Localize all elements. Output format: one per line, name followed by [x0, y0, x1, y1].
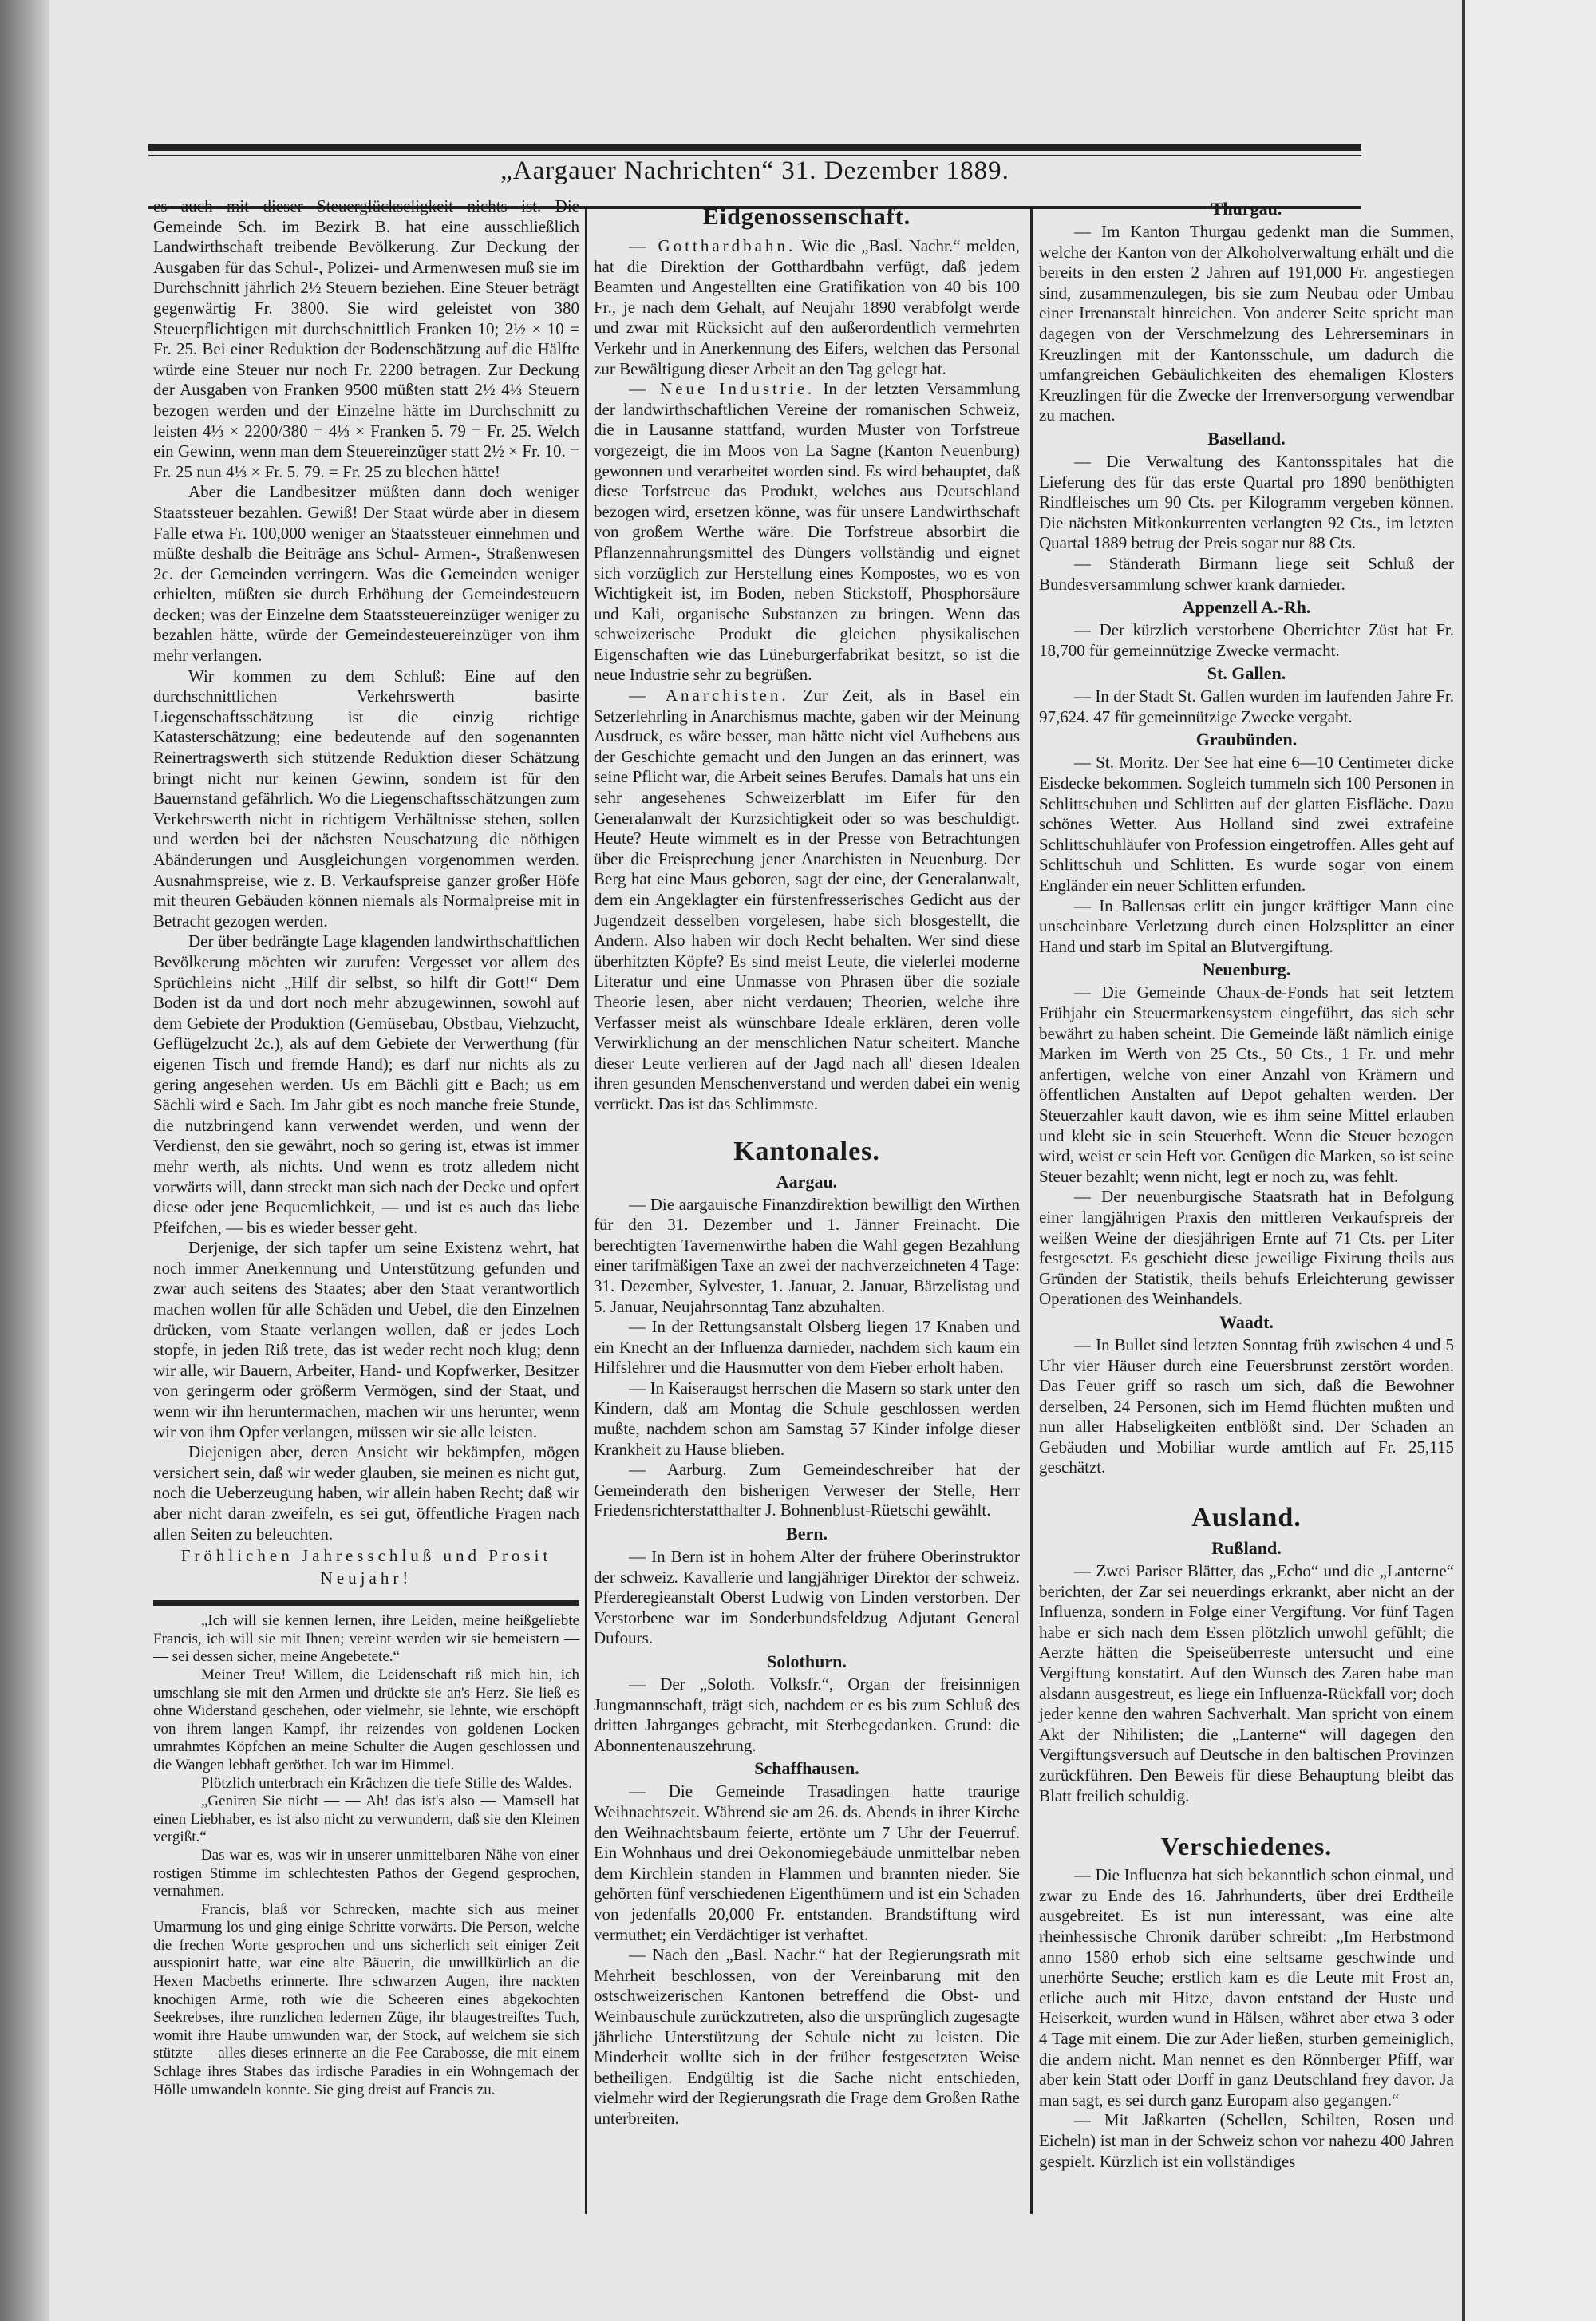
- article-paragraph: Der über bedrängte Lage klagenden landwirthschaftlichen Bevölkerung möchten wir zurufen: Vergesset vor allem des Sprüchleins nicht „Hilf dir selbst, so hilft dir Gott!“ Dem Boden ist da und dort noch mehr abzugewinnen, sowohl auf dem Gebiete der Produktion (Gemüsebau, Obstbau, Viehzucht, Geflügelzucht 2c.), als auf dem Gebiete der Verwerthung (für eigenen Tisch und fremde Hand); es darf nur nichts als zu gering angesehen werden. Us em Bächli gitt e Bach; us em Sächli wird e Sach. Im Jahr gibt es noch manche freie Stunde, die nutzbringend kann verwendet werden, und wenn der Verdienst, den sie gewährt, noch so gering ist, etwas ist immer mehr werth, als nichts. Und wenn es trotz alledem nicht vorwärts will, dann streckt man sich nach der Decke und opfert diese oder jene Bequemlichkeit, — und ist es auch das liebe Pfeifchen, — bis es wieder besser geht.: [153, 931, 579, 1237]
- news-item-lead: — Neue Industrie.: [629, 379, 816, 399]
- closing-greeting-2: Neujahr!: [320, 1568, 413, 1588]
- news-item: — In Ballensas erlitt ein junger kräftiger Mann eine unscheinbare Verletzung durch einen Holzsplitter an einer Hand und starb im Spital an Blutvergiftung.: [1039, 896, 1454, 956]
- news-item: — Zwei Pariser Blätter, das „Echo“ und die „Lanterne“ berichten, der Zar sei neuerdings erkrankt, aber nicht an der Influenza, sondern in Folge einer Vergiftung. Vor fünf Tagen habe er sich nach dem Essen plötzlich unwohl gefühlt; die Aerzte hätten die Speiseüberreste untersucht und eine Vergiftung konstatirt. Auf den Wunsch des Zaren habe man alsdann ausgestreut, es liege ein Influenza-Rückfall vor; doch jeder kenne den wahren Sachverhalt. Man spricht von einem Akt der Nihilisten; die „Lanterne“ will dagegen den Vergiftungsversuch auf Deutsche in den baltischen Provinzen zurückführen. Den Beweis für diese Behauptung bleibt das Blatt freilich schuldig.: [1039, 1561, 1454, 1805]
- news-item: [594, 686, 1020, 1114]
- feuilleton: [153, 1600, 579, 2099]
- news-item-text: Zur Zeit, als in Basel ein Setzerlehrling in Anarchismus machte, gaben wir der Meinung Ausdruck, es wäre besser, man hätte nicht viel Aufhebens aus der Geschichte gemacht und den Jungen an das erinnert, was seine Pflicht war, die Arbeit seines Berufes. Damals hat uns ein sehr angesehenes Schweizerblatt im Eifer für den Generalanwalt der Kurzsichtigkeit oder so was beschuldigt. Heute? Heute wimmelt es in der Presse von Betrachtungen über die Freisprechung jener Anarchisten in Neuenburg. Der Berg hat eine Maus geboren, sagt der eine, der Generalanwalt, dem ein Angeklagter ein fürstenfresserisches Gedicht aus der Jugendzeit desselben vorgelesen, habe sich blosgestellt, die Andern. Also haben wir doch Recht behalten. Wer sind diese überhitzten Köpfe? Es sind meist Leute, die vielerlei moderne Literatur und eine Unmasse von Phrasen über die soziale Theorie lesen, aber nicht verdauen; Theorien, welche ihre Verfasser meist als wünschbare Ideale erklären, deren volle Verwirklichung an der menschlichen Natur scheitert. Manche dieser Leute verlieren auf der Jagd nach all' diesen Idealen ihren gesunden Menschenverstand und werden dabei ein wenig verrückt. Das ist das Schlimmste.: [594, 686, 1020, 1113]
- news-item: [594, 236, 1020, 379]
- masthead-top-rule: [148, 144, 1361, 151]
- news-item: — In der Rettungsanstalt Olsberg liegen 17 Knaben und ein Knecht an der Influenza darnieder, nachdem sich kaum ein Hilfslehrer und die Hausmutter von dem Fieber erholt haben.: [594, 1317, 1020, 1378]
- feuilleton-paragraph: Meiner Treu! Willem, die Leidenschaft riß mich hin, ich umschlang sie mit den Armen und drückte sie an's Herz. Sie ließ es ohne Widerstand geschehen, oder vielmehr, sie lehnte, wie erschöpft von ihrem langen Kampf, ihr reizendes von goldenen Locken umrahmtes Köpfchen an meine Schulter die Augen geschlossen und die Wangen lebhaft geröthet. Ich war im Himmel.: [153, 1666, 579, 1773]
- subheading-russland: Rußland.: [1211, 1538, 1282, 1559]
- feuilleton-paragraph: Das war es, was wir in unserer unmittelbaren Nähe von einer rostigen Stimme im schlechtesten Pathos der Gegend gesprochen, vernahmen.: [153, 1846, 579, 1900]
- column-divider-2: [1030, 209, 1033, 2214]
- section-heading-eidgenossenschaft: Eidgenossenschaft.: [702, 204, 911, 230]
- section-heading-kantonales: Kantonales.: [733, 1136, 880, 1166]
- news-item: — Die Gemeinde Chaux-de-Fonds hat seit letztem Frühjahr ein Steuermarkensystem eingeführt, das sich sehr bewährt zu haben scheint. Die Gemeinde läßt nämlich einige Marken im Werth von 25 Cts., 50 Cts., 1 Fr. und mehr anfertigen, welche von einer Anzahl von Krämern und öffentlichen Anstalten auf Depot gehalten werden. Der Steuerzahler kauft davon, wie es ihm seine Mittel erlauben und klebt sie in sein Steuerheft. Wenn die Steuer bezogen wird, weist er sein Heft vor. Genügen die Marken, so ist seine Steuer bezahlt; wenn nicht, legt er noch zu, was fehlt.: [1039, 983, 1454, 1186]
- news-item: — Die aargauische Finanzdirektion bewilligt den Wirthen für den 31. Dezember und 1. Jänner Freinacht. Die berechtigten Tavernenwirthe haben die Wahl gegen Bezahlung einer tarifmäßigen Taxe an zwei der nachverzeichneten 4 Tage: 31. Dezember, Sylvester, 1. Januar, 2. Januar, Bärzelistag und 5. Januar, Neujahrsonntag Tanz abzuhalten.: [594, 1194, 1020, 1316]
- subheading-neuenburg: Neuenburg.: [1202, 959, 1291, 980]
- feuilleton-paragraph: „Ich will sie kennen lernen, ihre Leiden, meine heißgeliebte Francis, ich will sie mit Ihnen; vereint werden wir sie bemeistern — — sei dessen sicher, meine Angebetete.“: [153, 1612, 579, 1666]
- news-item: — Aarburg. Zum Gemeindeschreiber hat der Gemeinderath den bisherigen Verweser der Stelle, Herr Friedensrichterstatthalter J. Bohnenblust-Rüetschi gewählt.: [594, 1460, 1020, 1520]
- news-item-lead: — Anarchisten.: [629, 686, 789, 706]
- feuilleton-paragraph: Plötzlich unterbrach ein Krächzen die tiefe Stille des Waldes.: [201, 1774, 573, 1792]
- article-paragraph: Aber die Landbesitzer müßten dann doch weniger Staatssteuer bezahlen. Gewiß! Der Staat würde aber in diesem Falle etwa Fr. 100,000 weniger an Staatssteuer einnehmen und müßte deshalb die Beiträge ans Schul- Armen-, Straßenwesen 2c. der Gemeinden verringern. Was die Gemeinden weniger erhielten, müßten sie durch Erhöhung der Gemeindesteuern decken; was der Einzelne dem Staatssteuereinzüger weniger zu bezahlen hätte, würde der Gemeindesteuereinzüger von ihm mehr verlangen.: [153, 482, 579, 666]
- news-item: — Der neuenburgische Staatsrath hat in Befolgung einer langjährigen Praxis den mittleren Verkaufspreis der weißen Weine der diesjährigen Ernte auf 71 Cts. per Liter festgesetzt. Es geschieht diese jeweilige Fixirung theils aus Gründen der Statistik, theils behufs Erleichterung gewisser Operationen des Weinhandels.: [1039, 1187, 1454, 1309]
- article-paragraph: Diejenigen aber, deren Ansicht wir bekämpfen, mögen versichert sein, daß wir weder glauben, sie meinen es nicht gut, noch die Ueberzeugung haben, wir allein haben Recht; daß wir aber nicht daran zweifeln, es sei gut, öffentliche Fragen nach allen Seiten zu beleuchten.: [153, 1442, 579, 1544]
- subheading-graubünden: Graubünden.: [1195, 730, 1298, 750]
- news-item-text: In der letzten Versammlung der landwirthschaftlichen Vereine der romanischen Schweiz, die in Lausanne stattfand, wurden Muster von Torfstreue vorgezeigt, die im Moos von La Sagne (Kanton Neuenburg) gewonnen und verarbeitet worden sind. Es wird behauptet, daß diese Torfstreue das Produkt, welches aus Deutschland bezogen wird, ersetzen könne, was für unsere Landwirthschaft von großem Werthe wäre. Die Torfstreue absorbirt die Pflanzennahrungsmittel des Düngers vollständig und eignet sich vorzüglich zur Herstellung eines Kompostes, wo es von Wichtigkeit ist, im Boden, neben Stickstoff, Phosphorsäure und Kali, organische Substanzen zu bringen. Wenn das schweizerische Produkt die gleichen physikalischen Eigenschaften wie das Lüneburgerfabrikat besitzt, so ist die neue Industrie sehr zu begrüßen.: [594, 379, 1020, 685]
- section-heading-verschiedenes: Verschiedenes.: [1160, 1832, 1333, 1861]
- news-item: — Nach den „Basl. Nachr.“ hat der Regierungsrath mit Mehrheit beschlossen, von der Vereinbarung mit den ostschweizerischen Kantonen betreffend die Obst- und Weinbauschule zurückzutreten, also die ursprünglich zugesagte jährliche Unterstützung der Schule nicht zu leisten. Die Minderheit wollte sich in der früher festgesetzten Weise betheiligen. Endgültig ist die Sache nicht entschieden, vielmehr wird der Regierungsrath die Frage dem Großen Rathe unterbreiten.: [594, 1945, 1020, 2128]
- news-item: [594, 379, 1020, 686]
- news-item: — Der kürzlich verstorbene Oberrichter Züst hat Fr. 18,700 für gemeinnützige Zwecke vermacht.: [1039, 620, 1454, 660]
- news-item: — Die Gemeinde Trasadingen hatte traurige Weihnachtszeit. Während sie am 26. ds. Abends in ihrer Kirche den Weihnachtsbaum feierte, ertönte um 7 Uhr der Feuerruf. Ein Wohnhaus und drei Oekonomiegebäude unmittelbar neben dem Kirchlein standen in Flammen und brannten nieder. Sie gehörten fünf verschiedenen Eigenthümern und ist ein Schaden von jedenfalls 20,000 Fr. entstanden. Brandstiftung wird vermuthet; ein Verdächtiger ist verhaftet.: [594, 1781, 1020, 1944]
- subheading-bern: Bern.: [786, 1524, 828, 1544]
- column-2: [594, 196, 1020, 2129]
- news-item: — Die Influenza hat sich bekanntlich schon einmal, und zwar zu Ende des 16. Jahrhunderts, über drei Erdtheile ausgebreitet. Es ist nun interessant, was eine alte rheinhessische Chronik darüber schreibt: „Im Herbstmond anno 1580 erhob sich eine seltsame geschwinde und unerhörte Seuche; erstlich kam es die Leute mit Frost an, etliche auch mit Hitze, davon entstand der Huste und Heiserkeit, wurden wund in Hälsen, währet aber etwa 3 oder 4 Tage mit einem. Die zur Ader ließen, sturben gemeiniglich, die andern nicht. Man nennet es den Rönnberger Pfiff, war aber kein Statt oder Dorff in ganz Deutschland frey davor. Ja man sagt, es sei durch ganz Europam also gegangen.“: [1039, 1865, 1454, 2109]
- news-item: — In Kaiseraugst herrschen die Masern so stark unter den Kindern, daß am Montag die Schule geschlossen werden mußte, nachdem schon am Samstag 57 Kinder infolge dieser Krankheit zu Hause blieben.: [594, 1378, 1020, 1459]
- subheading-waadt: Waadt.: [1219, 1311, 1274, 1332]
- news-item-text: Wie die „Basl. Nachr.“ melden, hat die Direktion der Gotthardbahn verfügt, daß jedem Beamten und Angestellten eine Gratifikation von 40 bis 100 Fr., je nach dem Gehalt, auf Neujahr 1890 verabfolgt werde und zwar mit Rücksicht auf den außerordentlich vermehrten Verkehr und in Anerkennung des Eifers, welchen das Personal zur Bewältigung dieser Arbeit an den Tag gelegt hat.: [594, 236, 1020, 378]
- feuilleton-paragraph: „Geniren Sie nicht — — Ah! das ist's also — Mamsell hat einen Liebhaber, es ist also nicht zu verwundern, daß sie den Kleinen vergißt.“: [153, 1793, 579, 1846]
- subheading-solothurn: Solothurn.: [767, 1651, 847, 1671]
- article-paragraph: es auch mit dieser Steuerglückseligkeit nichts ist. Die Gemeinde Sch. im Bezirk B. hat eine ausschließlich Landwirthschaft treibende Bevölkerung. Zur Deckung der Ausgaben für das Schul-, Polizei- und Armenwesen muß sie im Durchschnitt jährlich 2½ Steuern beziehen. Eine Steuer beträgt gegenwärtig Fr. 3800. Sie wird geleistet von 380 Steuerpflichtigen mit durchschnittlich Franken 10; 2½ × 10 = Fr. 25. Bei einer Reduktion der Bodenschätzung auf die Hälfte würde eine Steuer nur noch Fr. 2200 betragen. Zur Deckung der Ausgaben von Franken 9500 müßten statt 2½ 4⅓ Steuern bezogen werden und der Einzelne hätte im Durchschnitt zu leisten 4⅓ × 2200/380 = 4⅓ × Franken 5. 79 = Fr. 25. Welch ein Gewinn, wenn man dem Steuereinzüger statt 2½ × Fr. 10. = Fr. 25 nun 4⅓ × Fr. 5. 79. = Fr. 25 zu blechen hätte!: [153, 196, 579, 481]
- column-3: [1039, 196, 1454, 2172]
- section-heading-ausland: Ausland.: [1191, 1503, 1302, 1533]
- news-item: — Die Verwaltung des Kantonsspitales hat die Lieferung des für das erste Quartal pro 1890 benöthigten Rindfleisches um 90 Cts. per Kilogramm vergeben können. Die nächsten Mitkonkurrenten verlangten 92 Cts., im letzten Quartal 1889 betrug der Preis sogar nur 88 Cts.: [1039, 451, 1454, 553]
- news-item: — Im Kanton Thurgau gedenkt man die Summen, welche der Kanton von der Alkoholverwaltung erhält und die bereits in den ersten 2 Jahren auf 191,000 Fr. angestiegen sind, zusammenzulegen, bis sie zum Neubau oder Umbau einer Irrenanstalt hinreichen. Von anderer Seite spricht man dagegen von der Verschmelzung des Lehrerseminars in Kreuzlingen mit der Kantonsschule, um dadurch die umfangreichen Gebäulichkeiten des ehemaligen Klosters Kreuzlingen für die Zwecke der Irrenversorgung verwendbar zu machen.: [1039, 222, 1454, 425]
- subheading-aargau: Aargau.: [776, 1171, 838, 1192]
- news-item: — In Bern ist in hohem Alter der frühere Oberinstruktor der schweiz. Kavallerie und langjähriger Direktor der schweiz. Pferderegieanstalt Oberst Ludwig von Linden verstorben. Der Verstorbene war im Sonderbundsfeldzug Adjutant General Dufours.: [594, 1547, 1020, 1648]
- column-1: [153, 196, 579, 2099]
- subheading-schaffhausen: Schaffhausen.: [754, 1758, 859, 1779]
- news-item: — In der Stadt St. Gallen wurden im laufenden Jahre Fr. 97,624. 47 für gemeinnützige Zwecke vergabt.: [1039, 686, 1454, 726]
- subheading-baselland: Baselland.: [1207, 428, 1286, 449]
- kantonales-sections: [594, 1171, 1020, 2129]
- article-paragraph: Derjenige, der sich tapfer um seine Existenz wehrt, hat noch immer Anerkennung und Unterstützung gefunden und zwar auch seitens des Staates; aber den Staat verantwortlich machen wollen für alle Schäden und Uebel, die den Einzelnen drücken, vom Staate verlangen wollen, daß er jedes Loch stopfe, in jeden Riß trete, das ist weder recht noch klug; denn wir alle, wir Bauern, Arbeiter, Hand- und Kopfwerker, Besitzer von geringerm oder größerm Vermögen, sind der Staat, und wenn wir ihn heruntermachen, machen wir uns herunter, wenn wir von ihm Opfer verlangen, müssen wir sie alle leisten.: [153, 1238, 579, 1441]
- canton-sections: [1039, 198, 1454, 1478]
- news-item: — In Bullet sind letzten Sonntag früh zwischen 4 und 5 Uhr vier Häuser durch eine Feuersbrunst zerstört worden. Das Feuer griff so rasch um sich, daß die Bewohner derselben, 24 Personen, sich im Hemd flüchten mußten und nun aller Habseligkeiten entblößt sind. Der Schaden an Gebäuden und Mobiliar wurde amtlich auf Fr. 25,115 geschätzt.: [1039, 1334, 1454, 1477]
- article-paragraph: Wir kommen zu dem Schluß: Eine auf den durchschnittlichen Verkehrswerth basirte Liegenschaftsschätzung ist die einzig richtige Katasterschätzung; eine bedeutende auf den sogenannten Reinertragswerth sich stützende Reduktion dieser Schätzung bringt nicht nur keinen Gewinn, sondern ist für den Bauernstand gefährlich. Wo die Liegenschaftsschätzungen zum Verkehrswerth nicht in richtigem Verhältnisse stehen, sollen und werden bei der nächsten Neuschatzung die nöthigen Abänderungen und Ausgleichungen vorgenommen werden. Ausnahmspreise, wie z. B. Verkaufspreise ganzer großer Höfe mit theuren Gebäuden können niemals als Normalpreise mit in Betracht gezogen werden.: [153, 666, 579, 931]
- masthead-title: „Aargauer Nachrichten“ 31. Dezember 1889.: [500, 156, 1009, 185]
- adjacent-page-edge: [1462, 0, 1596, 2321]
- column-divider-1: [585, 209, 587, 2214]
- news-item: — Der „Soloth. Volksfr.“, Organ der freisinnigen Jungmannschaft, trägt sich, nachdem er es bis zum Schluß des dritten Jahrganges gebracht, mit Sterbegedanken. Grund: die Abonnentenauszehrung.: [594, 1675, 1020, 1755]
- news-item: — Ständerath Birmann liege seit Schluß der Bundesversammlung schwer krank darnieder.: [1039, 553, 1454, 594]
- closing-greeting: Fröhlichen Jahresschluß und Prosit: [180, 1546, 552, 1566]
- news-item-lead: — Gotthardbahn.: [629, 236, 796, 255]
- feuilleton-paragraph: Francis, blaß vor Schrecken, machte sich aus meiner Umarmung los und ging einige Schritte vorwärts. Die Person, welche die frechen Worte gesprochen und uns sicherlich seit einiger Zeit ausspionirt hatte, war eine alte Bäuerin, die unwillkürlich an die Hexen Macbeths erinnerte. Ihre schwarzen Augen, ihre nackten knochigen Arme, roth wie die Scheeren eines abgekochten Seekrebses, ihre runzlichen ledernen Züge, ihr blaugestreiftes Tuch, womit ihre Haube umwunden war, der Stock, auf welchem sie sich stützte — alles dieses erinnerte an die Fee Carabosse, die mit einem Schlage ihres Stabes das irdische Paradies in ein Wohngemach der Hölle umwandeln konnte. Sie ging dreist auf Francis zu.: [153, 1900, 579, 2098]
- subheading-st-gallen: St. Gallen.: [1207, 663, 1286, 684]
- subheading-appenzell-a-rh: Appenzell A.-Rh.: [1182, 597, 1311, 618]
- subheading-thurgau: Thurgau.: [1211, 199, 1282, 219]
- news-item: — St. Moritz. Der See hat eine 6—10 Centimeter dicke Eisdecke bekommen. Sogleich tummeln sich 100 Personen in Schlittschuhen und Schlitten auf der glatten Eisfläche. Dazu schönes Wetter. Aus Holland sind zwei extrafeine Schlittschuhläufer von Profession eingetroffen. Alles geht auf Schlittschuh und Schlitten. Es wurde sogar von einem Engländer ein neuer Schlitten erfunden.: [1039, 753, 1454, 896]
- book-binding-edge: [0, 0, 49, 2321]
- news-item: — Mit Jaßkarten (Schellen, Schilten, Rosen und Eicheln) ist man in der Schweiz schon vor nahezu 400 Jahren gespielt. Kürzlich ist ein vollständiges: [1039, 2110, 1454, 2171]
